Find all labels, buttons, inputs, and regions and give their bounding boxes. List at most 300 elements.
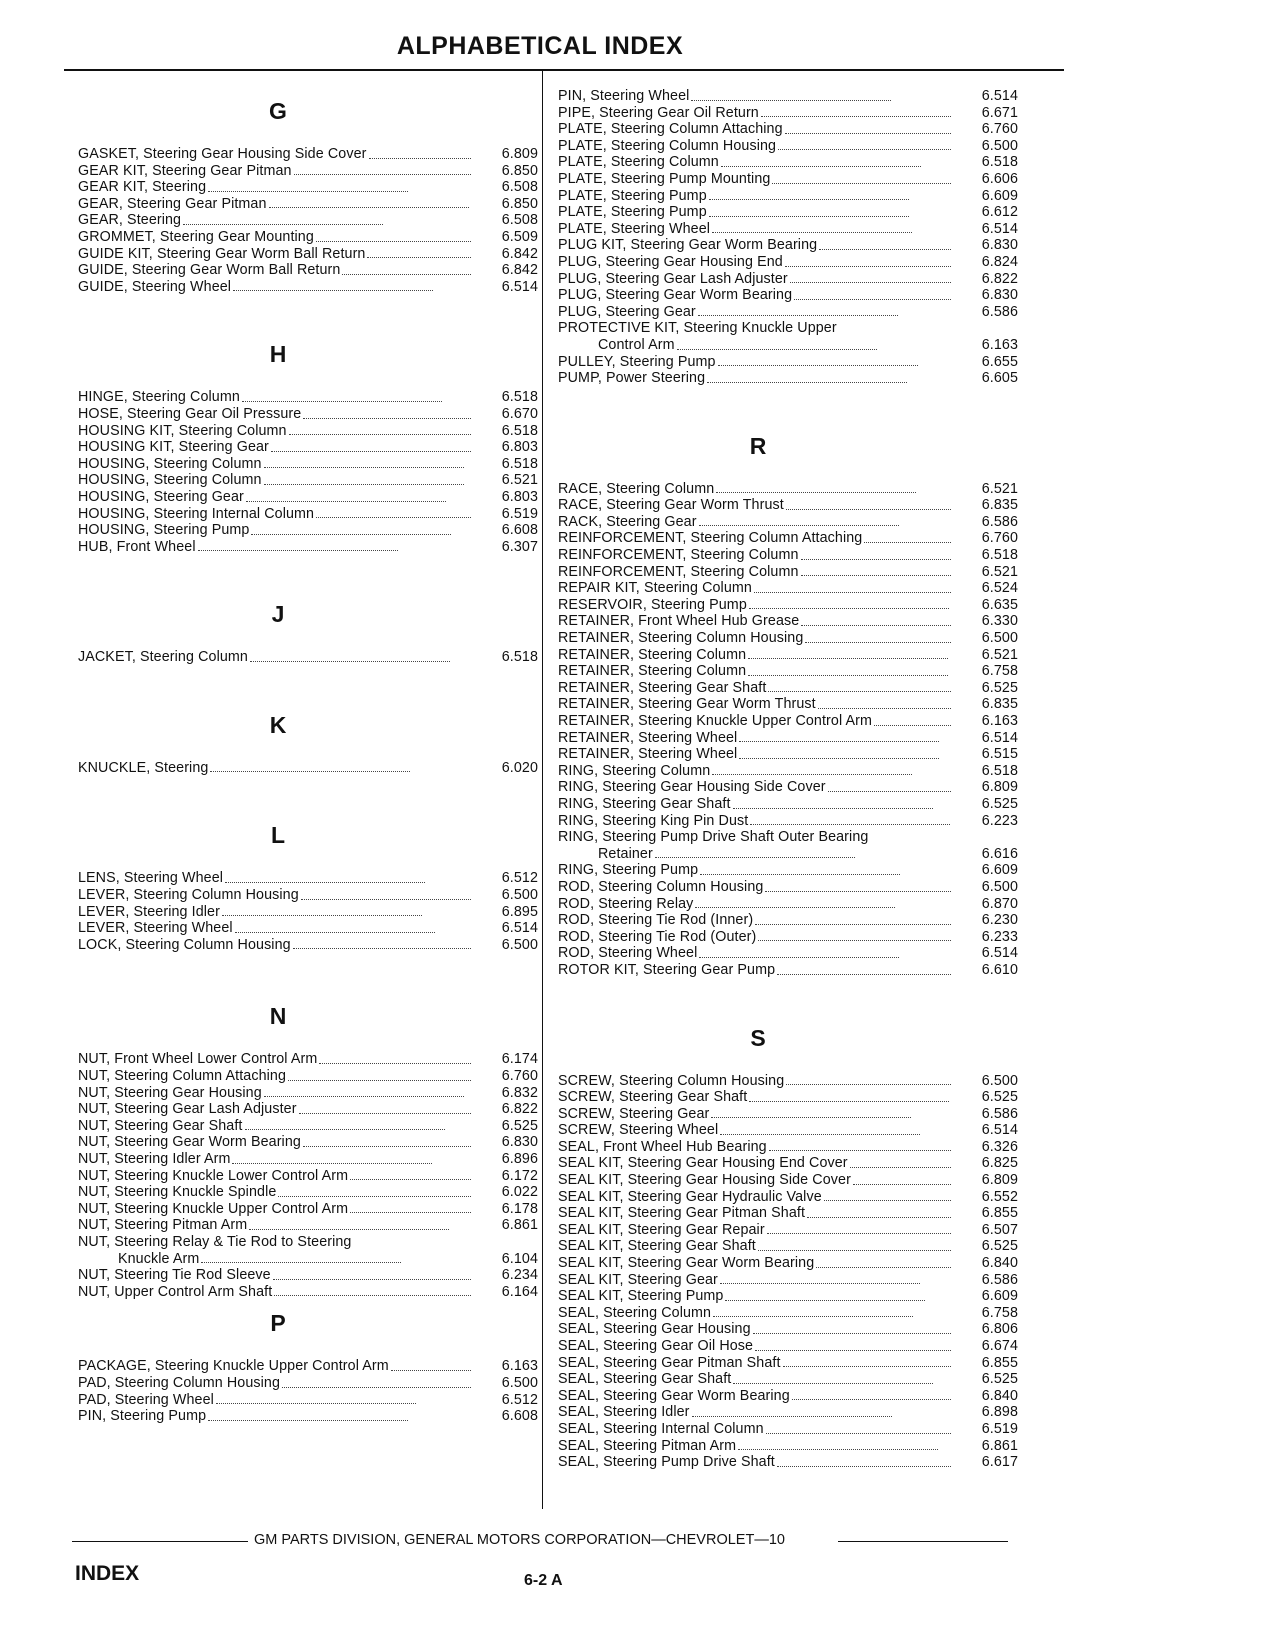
dot-leader [792,1399,951,1400]
section-letter: G [269,98,287,124]
entry-text: NUT, Steering Gear Lash Adjuster [78,1101,297,1118]
entry-list [78,870,538,953]
entry-text: GROMMET, Steering Gear Mounting [78,228,314,245]
entry-page-number: 6.525 [501,1117,538,1134]
index-entry [78,1392,538,1409]
entry-text: PLUG, Steering Gear Worm Bearing [558,287,793,304]
entry-text: SEAL KIT, Steering Gear Shaft [558,1238,756,1255]
entry-text: SEAL, Front Wheel Hub Bearing [558,1138,767,1155]
entry-page-number: 6.674 [981,1338,1018,1354]
index-entry [78,870,538,887]
index-entry [558,171,1018,188]
dot-leader [758,1250,951,1251]
entry-page-number: 6.519 [501,505,538,522]
entry-text: RING, Steering Pump [558,862,699,879]
entry-page-number: 6.022 [501,1184,538,1201]
entry-page-number: 6.809 [501,146,538,162]
entry-text: RING, Steering Gear Housing Side Cover [558,779,826,796]
entry-text: GUIDE, Steering Wheel [78,278,232,295]
dot-leader [709,199,909,200]
dot-leader [251,534,451,535]
entry-text: KNUCKLE, Steering [78,759,209,776]
entry-text: SEAL, Steering Column [558,1304,712,1321]
index-entry [558,663,1018,680]
entry-page-number: 6.500 [981,137,1018,154]
footer-rule-left [72,1541,248,1542]
dot-leader [342,274,471,275]
entry-text: RING, Steering King Pin Dust [558,812,749,829]
entry-text: HOUSING KIT, Steering Gear [78,439,269,456]
entry-text: SEAL KIT, Steering Gear Housing End Cover [558,1155,848,1172]
dot-leader [786,1084,951,1085]
index-entry [558,962,1018,979]
index-entry [558,1421,1018,1438]
entry-page-number: 6.518 [501,389,538,406]
dot-leader [677,349,877,350]
dot-leader [777,1466,951,1467]
entry-page-number: 6.586 [981,1271,1018,1288]
dot-leader [208,191,408,192]
index-section [78,88,538,295]
entry-text: PACKAGE, Steering Knuckle Upper Control Arm [78,1358,389,1375]
dot-leader [739,741,939,742]
entry-page-number: 6.512 [501,1391,538,1408]
entry-text: RACK, Steering Gear [558,513,697,530]
entry-text: SEAL, Steering Pitman Arm [558,1437,737,1454]
entry-page-number: 6.500 [981,630,1018,647]
index-entry [78,472,538,489]
section-letter: H [269,341,287,368]
entry-page-number: 6.655 [981,353,1018,370]
index-entry [78,1168,538,1185]
index-entry [78,212,538,229]
entry-page-number: 6.895 [501,903,538,920]
index-entry [78,406,538,423]
entry-page-number: 6.514 [981,1122,1018,1139]
index-entry [78,1284,538,1301]
dot-leader [210,771,410,772]
entry-page-number: 6.840 [981,1387,1018,1404]
entry-page-number: 6.507 [981,1221,1018,1238]
entry-text: PLATE, Steering Column [558,154,719,171]
index-entry [78,1358,538,1375]
entry-text: RETAINER, Steering Gear Worm Thrust [558,696,816,713]
index-entry [78,179,538,196]
entry-text: GEAR, Steering Gear Pitman [78,195,267,212]
entry-text: LOCK, Steering Column Housing [78,936,291,953]
entry-page-number: 6.617 [981,1454,1018,1471]
entry-text: GASKET, Steering Gear Housing Side Cover [78,146,367,162]
entry-page-number: 6.525 [981,795,1018,812]
entry-text: NUT, Front Wheel Lower Control Arm [78,1051,318,1068]
entry-page-number: 6.163 [501,1358,538,1375]
entry-page-number: 6.514 [981,220,1018,237]
index-entry [558,696,1018,713]
dot-leader [264,467,464,468]
index-entry [558,304,1018,321]
entry-page-number: 6.608 [501,522,538,539]
footer-publisher: GM PARTS DIVISION, GENERAL MOTORS CORPORATION—CHEVROLET—10 [254,1532,785,1548]
dot-leader [242,401,442,402]
entry-text: SEAL, Steering Idler [558,1404,690,1421]
entry-text: REINFORCEMENT, Steering Column [558,547,799,564]
dot-leader [720,1134,920,1135]
index-entry [558,354,1018,371]
index-entry [78,887,538,904]
entry-page-number: 6.606 [981,170,1018,187]
entry-text: HINGE, Steering Column [78,389,240,406]
index-entry [78,522,538,539]
index-entry [558,1371,1018,1388]
dot-leader [233,290,433,291]
entry-text: NUT, Steering Knuckle Spindle [78,1184,277,1201]
dot-leader [695,907,895,908]
entry-text: SEAL KIT, Steering Gear Pitman Shaft [558,1205,806,1222]
index-entry [78,163,538,180]
entry-text: PLATE, Steering Column Housing [558,137,777,154]
entry-page-number: 6.174 [501,1051,538,1068]
entry-text: Retainer [598,845,653,862]
entry-page-number: 6.809 [981,779,1018,796]
entry-text: SEAL, Steering Gear Worm Bearing [558,1387,790,1404]
dot-leader [758,940,951,941]
index-entry [558,680,1018,697]
entry-text: GEAR KIT, Steering [78,179,207,196]
entry-page-number: 6.822 [501,1101,538,1118]
entry-text: NUT, Steering Relay & Tie Rod to Steering [78,1233,352,1250]
entry-page-number: 6.616 [981,845,1018,862]
entry-text: NUT, Steering Knuckle Upper Control Arm [78,1200,349,1217]
index-entry [558,647,1018,664]
entry-page-number: 6.514 [981,729,1018,746]
entry-page-number: 6.850 [501,162,538,179]
dot-leader [733,808,933,809]
entry-page-number: 6.020 [501,759,538,776]
entry-text: HOUSING, Steering Column [78,472,262,489]
entry-page-number: 6.500 [981,878,1018,895]
dot-leader [707,382,907,383]
entry-page-number: 6.671 [981,104,1018,121]
entry-text: SEAL, Steering Internal Column [558,1420,764,1437]
dot-leader [303,418,471,419]
entry-text: HOUSING, Steering Column [78,455,262,472]
dot-leader [819,249,951,250]
entry-page-number: 6.172 [501,1167,538,1184]
entry-text: NUT, Steering Gear Shaft [78,1117,243,1134]
index-entry [558,237,1018,254]
entry-text: SEAL KIT, Steering Gear Housing Side Cover [558,1172,851,1189]
index-entry [78,456,538,473]
entry-page-number: 6.552 [981,1188,1018,1205]
dot-leader [753,1333,951,1334]
entry-page-number: 6.178 [501,1200,538,1217]
index-entry [558,188,1018,205]
index-entry [78,439,538,456]
dot-leader [232,1163,432,1164]
index-entry [78,506,538,523]
dot-leader [755,924,951,925]
index-entry [558,1189,1018,1206]
index-entry [558,1454,1018,1471]
index-entry [558,320,1018,337]
entry-page-number: 6.326 [981,1138,1018,1155]
section-letter: J [271,601,285,628]
index-entry [558,1073,1018,1090]
index-entry [558,204,1018,221]
index-entry [558,746,1018,763]
dot-leader [712,774,912,775]
footer-section-label: INDEX [75,1562,140,1585]
dot-leader [783,1366,951,1367]
index-entry [558,121,1018,138]
index-entry [558,1122,1018,1139]
entry-page-number: 6.500 [501,1374,538,1391]
entry-text: RESERVOIR, Steering Pump [558,596,747,613]
entry-page-number: 6.609 [981,1288,1018,1305]
index-entry [558,945,1018,962]
entry-list [558,1073,1018,1471]
entry-text: SEAL KIT, Steering Pump [558,1288,724,1305]
index-entry [558,1272,1018,1289]
section-letter: L [270,822,286,849]
entry-text: SEAL, Steering Gear Pitman Shaft [558,1354,781,1371]
entry-text: ROD, Steering Relay [558,895,694,912]
entry-page-number: 6.514 [501,920,538,937]
entry-page-number: 6.806 [981,1321,1018,1338]
dot-leader [777,974,951,975]
dot-leader [801,575,951,576]
dot-leader [299,1113,471,1114]
index-entry [78,920,538,937]
entry-text: SEAL KIT, Steering Gear Hydraulic Valve [558,1188,822,1205]
entry-text: RACE, Steering Gear Worm Thrust [558,497,784,514]
entry-page-number: 6.518 [501,422,538,439]
dot-leader [269,207,469,208]
dot-leader [874,725,951,726]
entry-page-number: 6.104 [501,1250,538,1267]
entry-page-number: 6.514 [501,278,538,295]
page-title: ALPHABETICAL INDEX [396,32,684,60]
entry-text: REINFORCEMENT, Steering Column [558,563,799,580]
entry-page-number: 6.230 [981,912,1018,929]
dot-leader [768,691,951,692]
index-entry [558,1172,1018,1189]
entry-text: PLATE, Steering Pump [558,204,707,221]
dot-leader [198,550,398,551]
dot-leader [264,1096,464,1097]
dot-leader [655,857,855,858]
index-entry [558,530,1018,547]
dot-leader [201,1262,401,1263]
entry-text: HOUSING, Steering Pump [78,522,250,539]
entry-text: ROD, Steering Tie Rod (Outer) [558,928,757,945]
dot-leader [785,133,951,134]
dot-leader [725,1300,925,1301]
entry-page-number: 6.508 [501,212,538,229]
index-entry [558,138,1018,155]
index-entry [78,389,538,406]
entry-page-number: 6.514 [981,88,1018,104]
entry-text: GEAR KIT, Steering Gear Pitman [78,162,292,179]
entry-page-number: 6.164 [501,1283,538,1300]
dot-leader [316,517,471,518]
entry-text: LENS, Steering Wheel [78,870,224,887]
entry-text: RETAINER, Steering Wheel [558,746,738,763]
entry-text: REPAIR KIT, Steering Column [558,580,752,597]
entry-page-number: 6.521 [981,563,1018,580]
entry-text: SEAL, Steering Gear Oil Hose [558,1338,754,1354]
dot-leader [748,675,948,676]
index-section [78,993,538,1300]
index-entry [78,423,538,440]
entry-page-number: 6.855 [981,1354,1018,1371]
entry-page-number: 6.163 [981,713,1018,729]
entry-text: RACE, Steering Column [558,480,715,497]
entry-page-number: 6.803 [501,439,538,456]
entry-page-number: 6.760 [981,121,1018,138]
entry-page-number: 6.500 [501,936,538,953]
index-section [78,591,538,666]
entry-page-number: 6.855 [981,1205,1018,1222]
entry-list [78,389,538,555]
dot-leader [749,1101,949,1102]
index-entry [78,1151,538,1168]
entry-text: Knuckle Arm [118,1250,200,1267]
entry-text: HOSE, Steering Gear Oil Pressure [78,405,302,422]
title-rule [64,69,1064,71]
entry-page-number: 6.840 [981,1255,1018,1272]
dot-leader [271,451,471,452]
entry-page-number: 6.518 [981,762,1018,779]
entry-text: PLATE, Steering Column Attaching [558,121,783,138]
index-entry [558,597,1018,614]
entry-text: PLATE, Steering Pump Mounting [558,170,771,187]
entry-page-number: 6.509 [501,228,538,245]
entry-page-number: 6.525 [981,679,1018,696]
entry-text: LEVER, Steering Idler [78,903,220,920]
dot-leader [250,661,450,662]
index-section [558,423,1018,979]
entry-text: SEAL, Steering Pump Drive Shaft [558,1454,775,1471]
entry-text: RETAINER, Steering Column [558,663,747,680]
entry-page-number: 6.586 [981,513,1018,530]
entry-text: GEAR, Steering [78,212,182,229]
dot-leader [699,957,899,958]
entry-list [78,649,538,666]
entry-page-number: 6.835 [981,696,1018,713]
dot-leader [721,166,921,167]
dot-leader [273,1279,471,1280]
index-entry [558,1288,1018,1305]
entry-list [558,88,1018,387]
dot-leader [739,758,939,759]
index-entry [558,154,1018,171]
dot-leader [350,1179,471,1180]
dot-leader [716,492,916,493]
entry-text: PULLEY, Steering Pump [558,353,716,370]
entry-text: JACKET, Steering Column [78,649,248,666]
index-entry [78,1184,538,1201]
index-entry [78,229,538,246]
index-entry [78,279,538,296]
entry-page-number: 6.861 [501,1217,538,1234]
index-entry [558,564,1018,581]
entry-text: PIPE, Steering Gear Oil Return [558,104,759,121]
index-entry [558,896,1018,913]
entry-list [78,146,538,295]
dot-leader [301,899,471,900]
index-section [78,1300,538,1424]
entry-text: SCREW, Steering Gear Shaft [558,1089,748,1106]
entry-page-number: 6.830 [501,1134,538,1151]
index-entry [78,649,538,666]
entry-page-number: 6.896 [501,1151,538,1167]
section-letter: S [750,1024,766,1051]
dot-leader [208,1420,408,1421]
entry-page-number: 6.835 [981,497,1018,514]
dot-leader [711,1117,911,1118]
entry-text: HOUSING, Steering Internal Column [78,505,315,522]
entry-text: RING, Steering Pump Drive Shaft Outer Bearing [558,829,869,846]
entry-text: RETAINER, Steering Column Housing [558,630,804,647]
entry-text: GUIDE KIT, Steering Gear Worm Ball Return [78,245,366,262]
entry-page-number: 6.612 [981,204,1018,221]
entry-text: PLATE, Steering Wheel [558,220,711,237]
dot-leader [222,915,422,916]
entry-page-number: 6.518 [981,154,1018,171]
entry-page-number: 6.586 [981,303,1018,320]
index-entry [558,1321,1018,1338]
entry-page-number: 6.861 [981,1437,1018,1454]
index-entry [558,846,1018,863]
index-entry [78,1217,538,1234]
dot-leader [294,174,471,175]
entry-page-number: 6.842 [501,245,538,262]
section-letter: R [749,432,767,459]
entry-page-number: 6.524 [981,580,1018,597]
dot-leader [769,1150,951,1151]
entry-text: PAD, Steering Wheel [78,1391,214,1408]
entry-page-number: 6.514 [981,945,1018,962]
index-entry [558,1355,1018,1372]
dot-leader [801,559,951,560]
dot-leader [713,1316,913,1317]
dot-leader [828,791,951,792]
index-entry [558,1438,1018,1455]
index-entry [78,1101,538,1118]
entry-text: RING, Steering Column [558,762,711,779]
entry-page-number: 6.758 [981,663,1018,680]
entry-page-number: 6.500 [501,887,538,904]
dot-leader [761,116,951,117]
index-section [78,702,538,777]
index-entry [78,1118,538,1135]
dot-leader [369,158,472,159]
entry-page-number: 6.830 [981,237,1018,254]
entry-text: PLUG KIT, Steering Gear Worm Bearing [558,237,818,254]
entry-text: REINFORCEMENT, Steering Column Attaching [558,530,863,547]
entry-list [78,760,538,777]
index-entry [558,1089,1018,1106]
index-entry [78,1234,538,1251]
index-entry [78,1051,538,1068]
index-section [558,1015,1018,1471]
dot-leader [698,315,898,316]
index-entry [78,246,538,263]
dot-leader [767,1233,951,1234]
entry-page-number: 6.824 [981,253,1018,270]
index-entry [78,1085,538,1102]
